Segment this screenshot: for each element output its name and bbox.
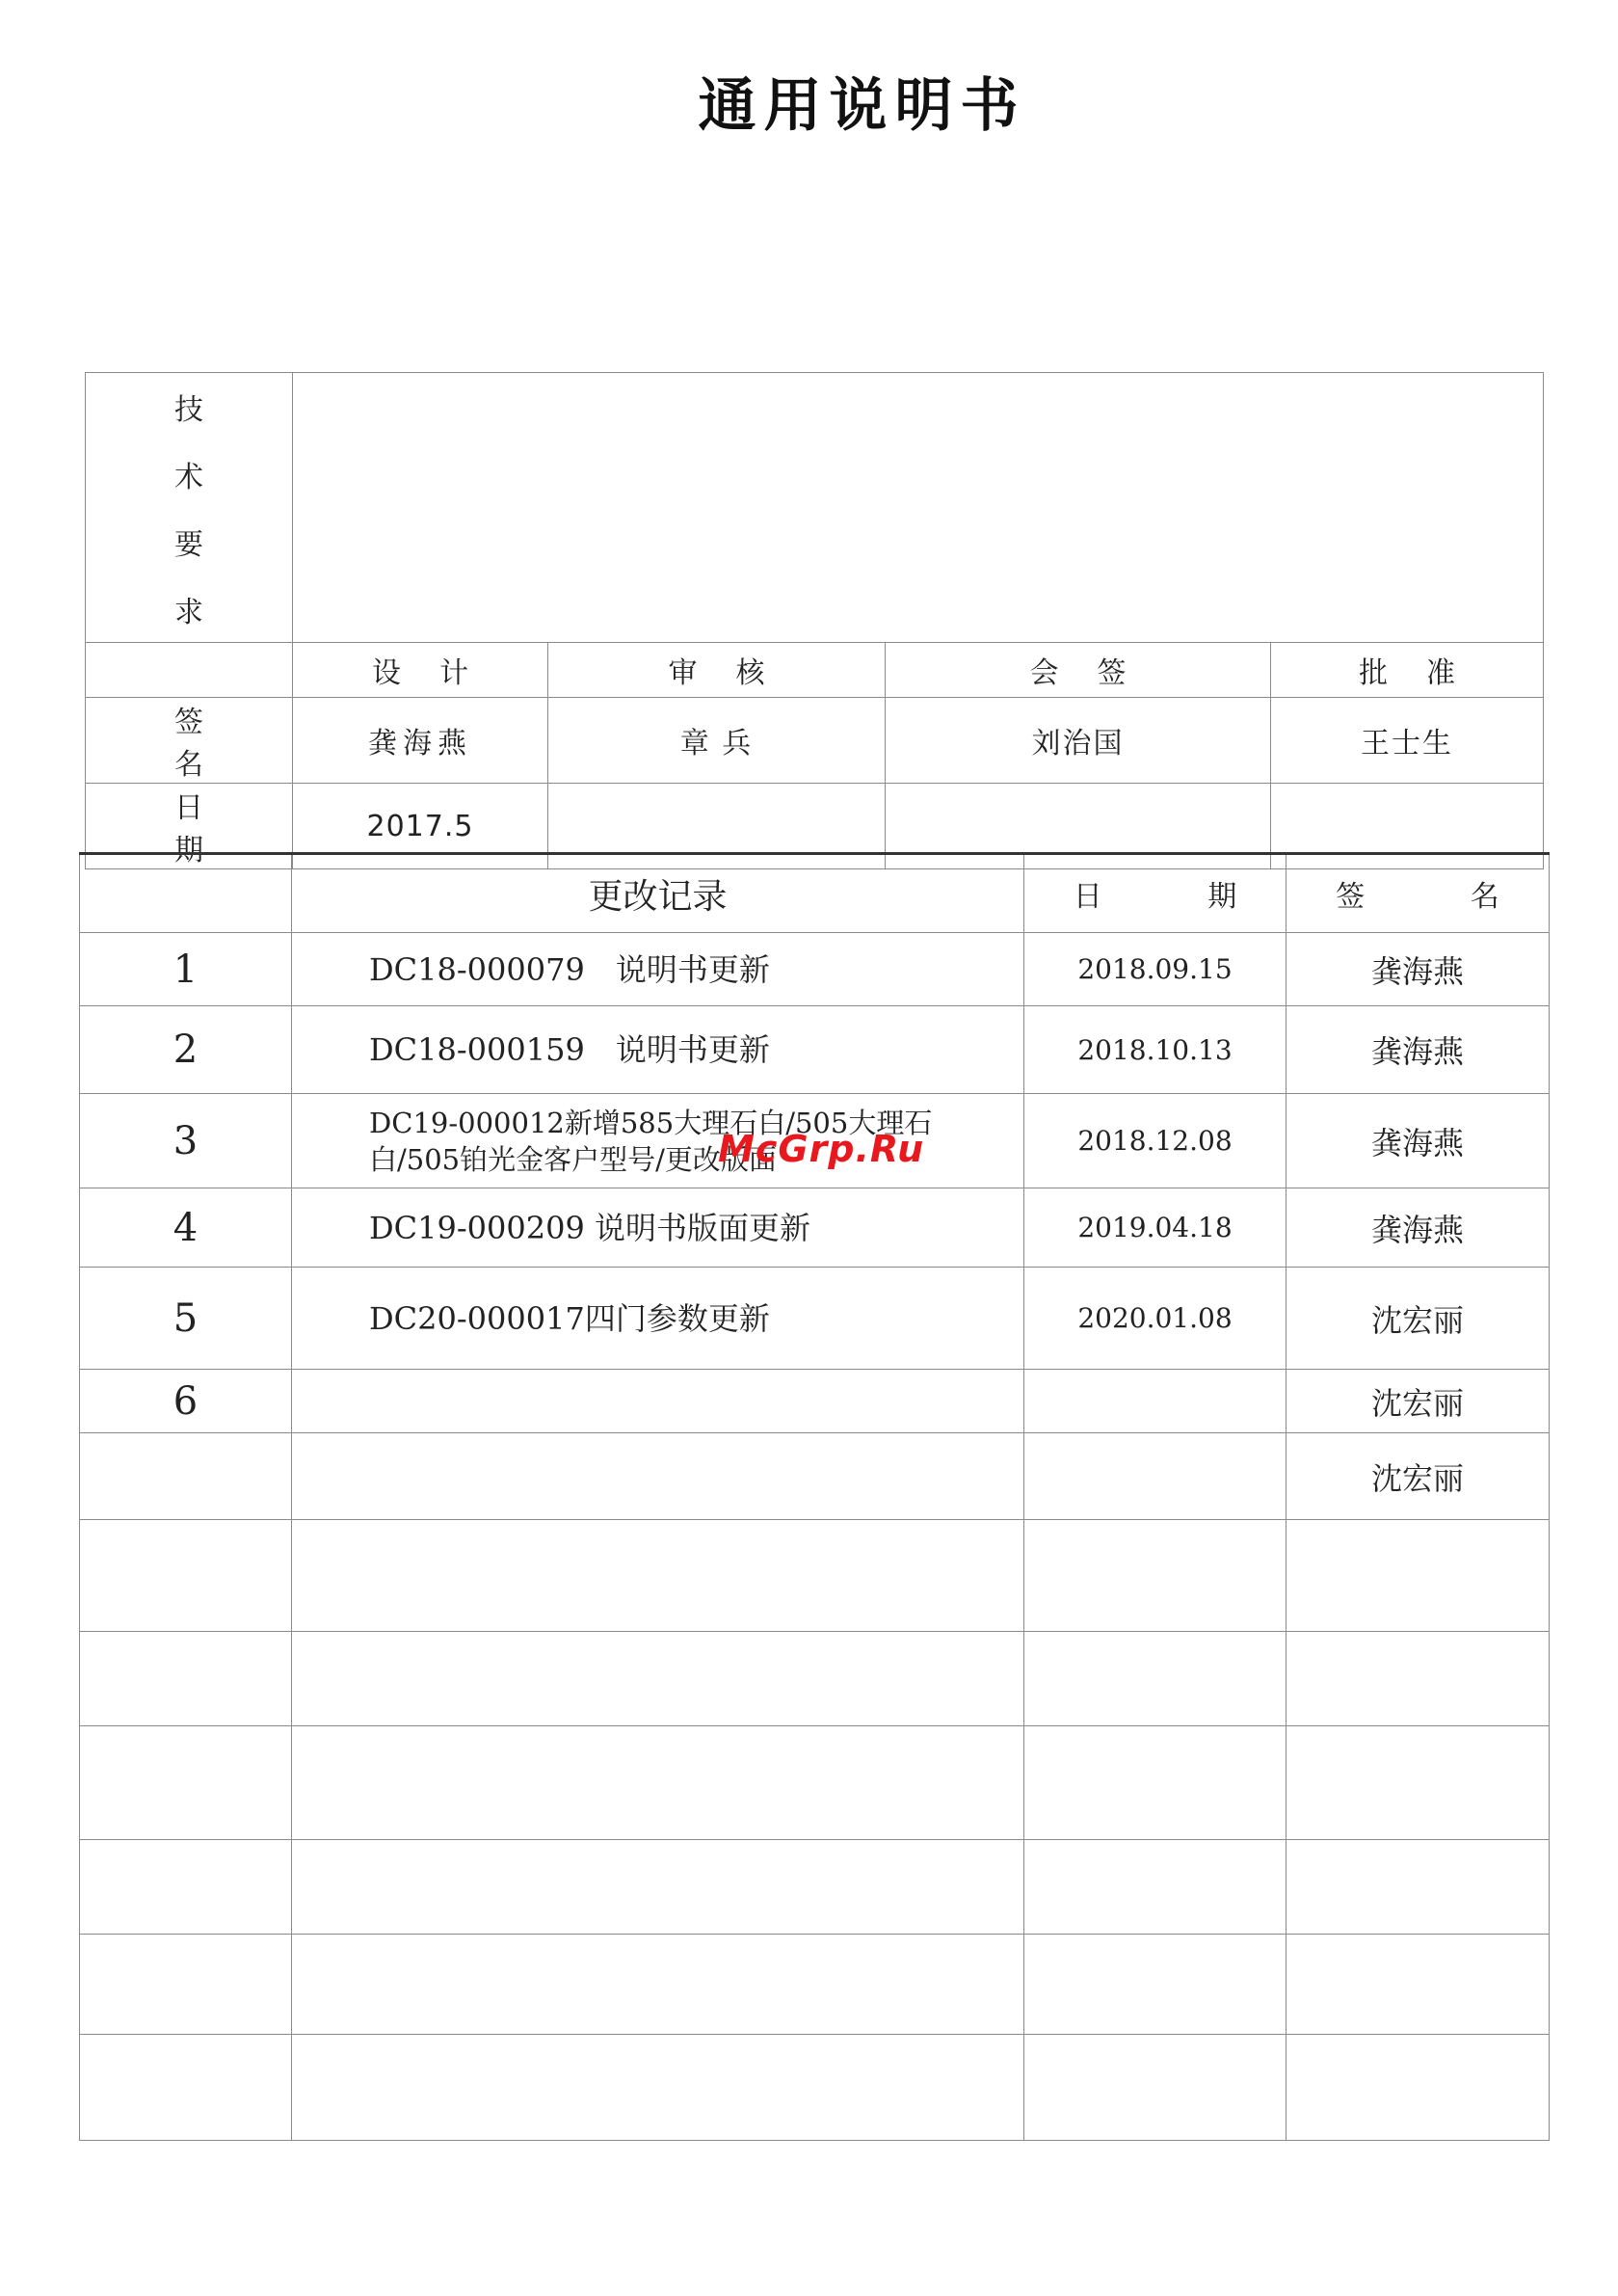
record-content: DC19-000012新增585大理石白/505大理石白/505铂光金客户型号/更改版面 bbox=[292, 1094, 1024, 1188]
record-date bbox=[1024, 1632, 1286, 1726]
table-row bbox=[80, 2035, 1550, 2141]
record-number bbox=[80, 1840, 292, 1935]
record-number bbox=[80, 1726, 292, 1840]
record-date bbox=[1024, 1840, 1286, 1935]
record-date bbox=[1024, 1935, 1286, 2035]
tech-label-char: 求 bbox=[174, 595, 203, 629]
table-row bbox=[80, 1188, 1550, 1268]
record-content: DC18-000159 说明书更新 bbox=[292, 1006, 1024, 1094]
record-signature bbox=[1286, 1840, 1550, 1935]
document-title: 通用说明书 bbox=[698, 72, 1026, 140]
table-row bbox=[80, 1433, 1550, 1520]
empty-corner-cell bbox=[86, 643, 293, 698]
record-date: 2018.12.08 bbox=[1024, 1094, 1286, 1188]
record-content bbox=[292, 1840, 1024, 1935]
record-date: 2018.09.15 bbox=[1024, 933, 1286, 1006]
tech-label-char: 术 bbox=[174, 460, 203, 494]
record-number bbox=[80, 1520, 292, 1632]
record-signature: 龚海燕 bbox=[1286, 933, 1550, 1006]
record-date bbox=[1024, 1520, 1286, 1632]
record-signature bbox=[1286, 1726, 1550, 1840]
record-number: 2 bbox=[80, 1006, 292, 1094]
countersign-signature: 刘治国 bbox=[886, 698, 1271, 784]
table-row bbox=[80, 1726, 1550, 1840]
record-signature: 龚海燕 bbox=[1286, 1094, 1550, 1188]
record-number: 6 bbox=[80, 1370, 292, 1433]
record-signature: 龚海燕 bbox=[1286, 1006, 1550, 1094]
sign-label: 签 名 bbox=[86, 698, 293, 784]
watermark-text: McGrp.Ru bbox=[718, 1128, 925, 1170]
date-label: 日 期 bbox=[86, 784, 293, 869]
record-content bbox=[292, 1935, 1024, 2035]
record-signature bbox=[1286, 1632, 1550, 1726]
record-date: 2018.10.13 bbox=[1024, 1006, 1286, 1094]
record-number bbox=[80, 2035, 292, 2141]
table-row bbox=[80, 1370, 1550, 1433]
change-record-header: 更改记录 bbox=[292, 854, 1024, 933]
design-date: 2017.5 bbox=[293, 784, 548, 869]
record-signature bbox=[1286, 1935, 1550, 2035]
record-content: DC19-000209 说明书版面更新 bbox=[292, 1188, 1024, 1268]
record-number: 4 bbox=[80, 1188, 292, 1268]
record-date: 2019.04.18 bbox=[1024, 1188, 1286, 1268]
record-content bbox=[292, 1632, 1024, 1726]
technical-approval-table bbox=[85, 372, 1544, 869]
record-number: 1 bbox=[80, 933, 292, 1006]
table-row bbox=[80, 1632, 1550, 1726]
design-signature: 龚海燕 bbox=[293, 698, 548, 784]
record-signature: 龚海燕 bbox=[1286, 1188, 1550, 1268]
review-signature: 章 兵 bbox=[548, 698, 886, 784]
record-date: 2020.01.08 bbox=[1024, 1268, 1286, 1370]
record-content: DC18-000079 说明书更新 bbox=[292, 933, 1024, 1006]
table-row bbox=[80, 1268, 1550, 1370]
record-content bbox=[292, 1370, 1024, 1433]
record-signature: 沈宏丽 bbox=[1286, 1268, 1550, 1370]
record-no-header bbox=[80, 854, 292, 933]
tech-requirements-label bbox=[86, 373, 293, 643]
approve-signature: 王士生 bbox=[1271, 698, 1544, 784]
record-sign-header: 签 名 bbox=[1286, 854, 1550, 933]
record-date bbox=[1024, 1433, 1286, 1520]
record-signature bbox=[1286, 1520, 1550, 1632]
tech-label-char: 要 bbox=[174, 527, 203, 562]
table-row bbox=[80, 1006, 1550, 1094]
header-review: 审核 bbox=[548, 643, 886, 698]
table-row bbox=[80, 1520, 1550, 1632]
record-content bbox=[292, 1726, 1024, 1840]
record-number: 5 bbox=[80, 1268, 292, 1370]
record-number bbox=[80, 1433, 292, 1520]
record-number bbox=[80, 1632, 292, 1726]
record-content bbox=[292, 2035, 1024, 2141]
record-number bbox=[80, 1935, 292, 2035]
record-number: 3 bbox=[80, 1094, 292, 1188]
record-content bbox=[292, 1520, 1024, 1632]
tech-requirements-content bbox=[293, 373, 1544, 643]
record-date-header: 日 期 bbox=[1024, 854, 1286, 933]
header-design: 设计 bbox=[293, 643, 548, 698]
table-row bbox=[80, 1840, 1550, 1935]
record-content bbox=[292, 1433, 1024, 1520]
record-date bbox=[1024, 1370, 1286, 1433]
tech-label-char: 技 bbox=[174, 392, 203, 427]
header-countersign: 会签 bbox=[886, 643, 1271, 698]
record-content: DC20-000017四门参数更新 bbox=[292, 1268, 1024, 1370]
record-date bbox=[1024, 2035, 1286, 2141]
header-approve: 批准 bbox=[1271, 643, 1544, 698]
record-signature: 沈宏丽 bbox=[1286, 1433, 1550, 1520]
table-row bbox=[80, 1935, 1550, 2035]
record-signature bbox=[1286, 2035, 1550, 2141]
table-row bbox=[80, 933, 1550, 1006]
record-date bbox=[1024, 1726, 1286, 1840]
change-record-table bbox=[79, 852, 1550, 2141]
record-signature: 沈宏丽 bbox=[1286, 1370, 1550, 1433]
